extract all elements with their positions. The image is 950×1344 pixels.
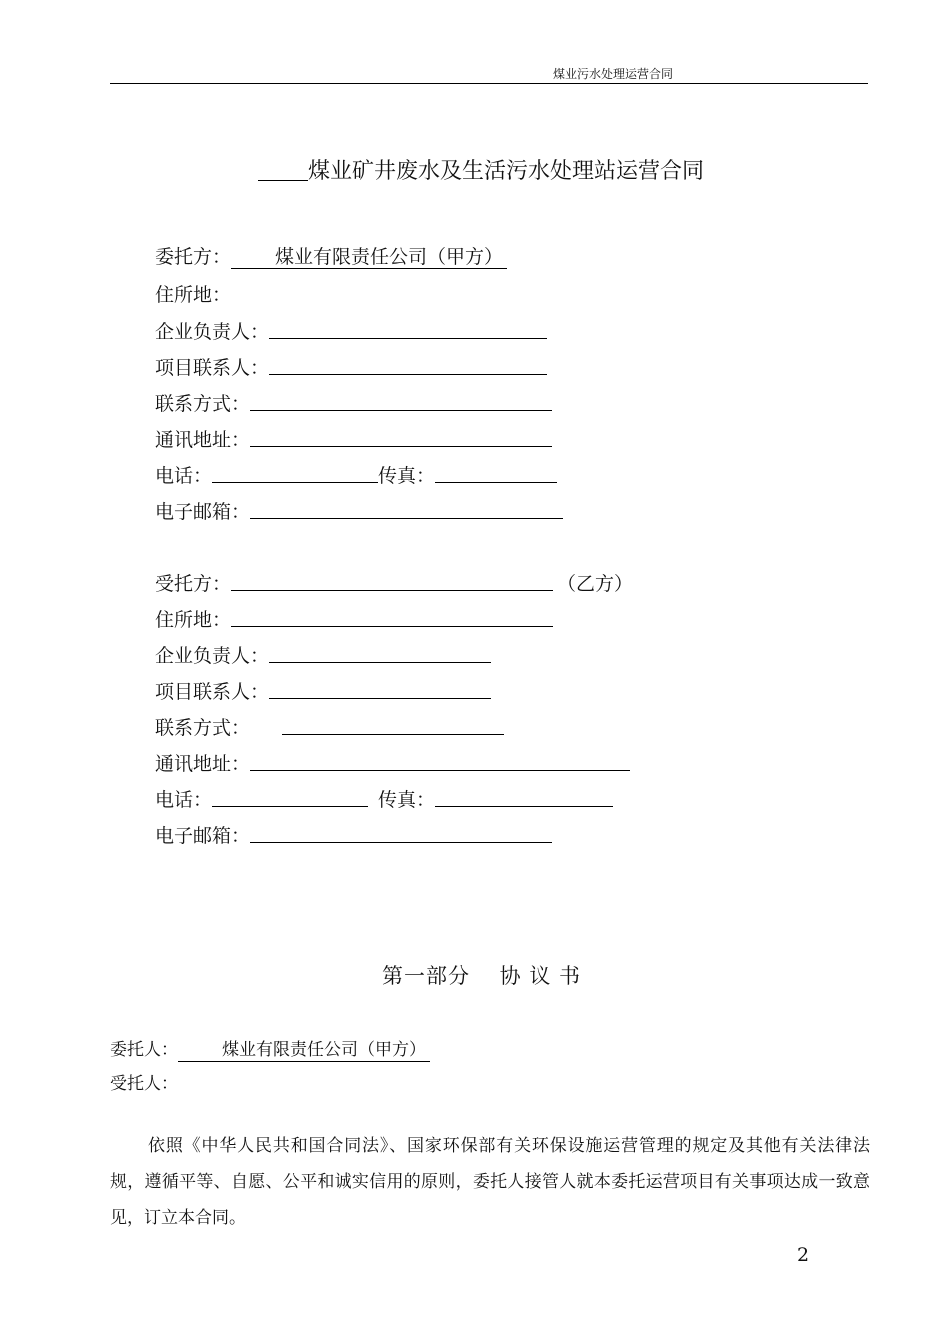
party-a-contact-person-line [269,354,547,375]
party-b-trustee-row [155,570,633,596]
party-b-trustee-suffix: （乙方） [557,573,634,595]
party-b-email-row [155,822,552,848]
party-b-fax-label: 传真： [378,789,436,811]
party-a-address-label: 住所地： [155,284,232,306]
document-title [258,156,704,187]
party-a-phone-label: 电话： [155,465,213,487]
party-a-fax-line [435,462,557,483]
party-b-contact-method-label: 联系方式： [155,717,251,739]
party-a-fax-label: 传真： [378,465,436,487]
party-a-contact-person-row [155,354,547,380]
party-b-address-label: 住所地： [155,609,232,631]
entrustor-row [110,1038,430,1062]
party-b-phone-label: 电话： [155,789,213,811]
entrustor-value: 煤业有限责任公司（甲方） [178,1039,430,1062]
section-title: 第一部分 协 议 书 [382,964,582,988]
party-b-contact-method-row [155,714,504,740]
party-b-contact-person-label: 项目联系人： [155,681,270,703]
trustee-row [110,1072,178,1096]
header-divider [110,83,868,84]
party-a-contact-person-label: 项目联系人： [155,357,270,379]
party-b-address-row [155,606,553,632]
page-number: 2 [797,1244,810,1266]
agreement-paragraph: 依照《中华人民共和国合同法》、国家环保部有关环保设施运营管理的规定及其他有关法律法规，遵循平等、自愿、公平和诚实信用的原则，委托人接管人就本委托运营项目有关事项达成一致意见，订立本合同。 [110,1136,870,1228]
party-b-address-line [231,606,553,627]
party-b-mailing-address-label: 通讯地址： [155,753,251,775]
party-a-email-row [155,498,563,524]
party-a-client-label: 委托方： [155,246,232,268]
party-b-trustee-line [231,570,553,591]
party-a-address-row [155,282,231,308]
trustee-label: 受托人： [110,1074,178,1094]
party-b-legal-rep-line [269,642,491,663]
party-a-mailing-address-row [155,426,552,452]
party-a-contact-method-line [250,390,552,411]
party-b-mailing-address-row [155,750,630,776]
document-title-text: 煤业矿井废水及生活污水处理站运营合同 [308,159,705,184]
party-b-email-line [250,822,552,843]
party-a-mailing-address-line [250,426,552,447]
party-a-phone-line [212,462,378,483]
party-a-mailing-address-label: 通讯地址： [155,429,251,451]
title-blank-line [258,156,308,181]
party-a-email-label: 电子邮箱： [155,501,251,523]
party-b-contact-person-row [155,678,491,704]
party-a-legal-rep-line [269,318,547,339]
party-a-client-row [155,244,507,270]
entrustor-label: 委托人： [110,1040,178,1060]
party-b-legal-rep-label: 企业负责人： [155,645,270,667]
running-header: 煤业污水处理运营合同 [553,67,674,81]
party-a-email-line [250,498,563,519]
party-a-contact-method-label: 联系方式： [155,393,251,415]
party-b-contact-person-line [269,678,491,699]
party-b-legal-rep-row [155,642,491,668]
party-a-client-value: 煤业有限责任公司（甲方） [231,246,507,269]
party-b-trustee-label: 受托方： [155,573,232,595]
party-b-email-label: 电子邮箱： [155,825,251,847]
party-b-fax-line [435,786,613,807]
party-a-contact-method-row [155,390,552,416]
party-b-phone-fax-row [155,786,613,812]
party-b-contact-method-line [282,714,504,735]
party-b-phone-line [212,786,368,807]
party-a-legal-rep-row [155,318,547,344]
party-a-phone-fax-row [155,462,557,488]
party-b-mailing-address-line [250,750,630,771]
party-a-legal-rep-label: 企业负责人： [155,321,270,343]
